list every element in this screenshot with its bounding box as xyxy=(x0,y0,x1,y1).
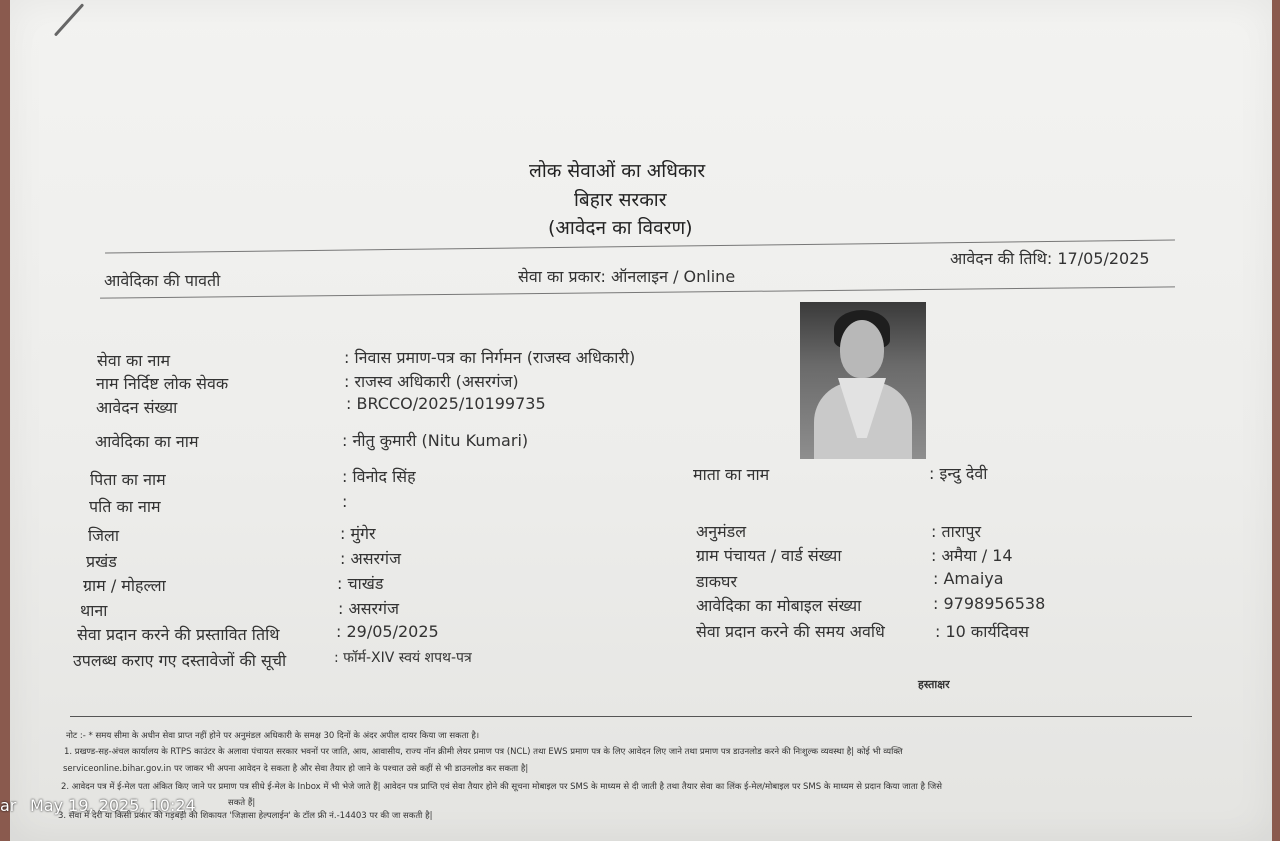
header-government: बिहार सरकार xyxy=(574,189,667,211)
service-type: सेवा का प्रकार: ऑनलाइन / Online xyxy=(518,267,736,286)
value-documents: : फॉर्म-XIV स्वयं शपथ-पत्र xyxy=(334,650,472,666)
value-service-period: : 10 कार्यदिवस xyxy=(935,622,1029,641)
notes-divider xyxy=(70,716,1192,717)
value-block: : असरगंज xyxy=(340,549,401,568)
label-village: ग्राम / मोहल्ला xyxy=(83,576,166,595)
value-mobile: : 9798956538 xyxy=(933,594,1046,613)
application-date: आवेदन की तिथि: 17/05/2025 xyxy=(950,249,1150,268)
note-2-cont: सकते हैं| xyxy=(228,798,256,808)
label-service-period: सेवा प्रदान करने की समय अवधि xyxy=(696,622,885,641)
value-applicant-name: : नीतु कुमारी (Nitu Kumari) xyxy=(342,431,529,450)
label-mother-name: माता का नाम xyxy=(693,465,770,484)
value-father-name: : विनोद सिंह xyxy=(342,467,416,486)
header-rights-title: लोक सेवाओं का अधिकार xyxy=(529,160,706,182)
note-1-cont: serviceonline.bihar.gov.in पर जाकर भी अपना आवेदन दे सकता है और सेवा तैयार हो जाने के पश्चात उसे कहीं से भी डाउनलोड कर सकता है| xyxy=(63,764,529,774)
label-applicant-name: आवेदिका का नाम xyxy=(95,432,199,451)
label-panchayat-ward: ग्राम पंचायत / वार्ड संख्या xyxy=(696,546,842,565)
label-father-name: पिता का नाम xyxy=(90,470,166,489)
value-village: : चाखंड xyxy=(337,574,384,593)
value-application-number: : BRCCO/2025/10199735 xyxy=(346,394,546,413)
note-2: 2. आवेदन पत्र में ई-मेल पता अंकित किए जाने पर प्रमाण पत्र सीधे ई-मेल के Inbox में भी भेजे जाते हैं| आवेदन पत्र प्राप्ति एवं सेवा तैयार होने की सूचना मोबाइल पर SMS के माध्यम से दी जाती है तथा तैयार सेवा का लिंक ई-मेल/मोबाइल पर SMS के माध्यम से प्रदान किया जाता है जिसे xyxy=(61,782,942,792)
timestamp-prefix: ar xyxy=(0,796,17,815)
note-1: 1. प्रखण्ड-सह-अंचल कार्यालय के RTPS काउंटर के अलावा पंचायत सरकार भवनों पर जाति, आय, आवासीय, राज्य नॉन क्रीमी लेयर प्रमाण पत्र (NCL) तथा EWS प्रमाण पत्र के लिए आवेदन लिए जाने तथा प्रमाण पत्र डाउनलोड करने की निःशुल्क व्यवस्था है| कोई भी व्यक्ति xyxy=(64,747,903,757)
label-subdivision: अनुमंडल xyxy=(696,522,747,541)
value-husband-name: : xyxy=(342,492,348,511)
value-proposed-date: : 29/05/2025 xyxy=(336,622,439,641)
label-husband-name: पति का नाम xyxy=(89,497,161,516)
label-block: प्रखंड xyxy=(86,552,117,571)
applicant-photo xyxy=(800,302,926,459)
note-appeal: नोट :- * समय सीमा के अधीन सेवा प्राप्त नहीं होने पर अनुमंडल अधिकारी के समक्ष 30 दिनों के अंदर अपील दायर किया जा सकता है। xyxy=(66,731,480,741)
value-district: : मुंगेर xyxy=(340,524,376,543)
value-mother-name: : इन्दु देवी xyxy=(929,464,988,483)
label-district: जिला xyxy=(88,526,120,545)
signature-label: हस्ताक्षर xyxy=(918,678,950,691)
label-service-name: सेवा का नाम xyxy=(97,351,171,370)
timestamp: May 19, 2025, 10:24 xyxy=(30,796,196,815)
label-documents: उपलब्ध कराए गए दस्तावेजों की सूची xyxy=(73,651,287,670)
value-public-servant: : राजस्व अधिकारी (असरगंज) xyxy=(344,372,519,391)
label-police-station: थाना xyxy=(80,601,108,620)
label-mobile: आवेदिका का मोबाइल संख्या xyxy=(696,596,862,615)
value-service-name: : निवास प्रमाण-पत्र का निर्गमन (राजस्व अधिकारी) xyxy=(344,348,636,367)
label-public-servant: नाम निर्दिष्ट लोक सेवक xyxy=(96,374,229,393)
label-post-office: डाकघर xyxy=(696,572,737,591)
receipt-label: आवेदिका की पावती xyxy=(104,271,221,290)
value-subdivision: : तारापुर xyxy=(931,522,982,541)
document-paper xyxy=(10,0,1272,841)
value-post-office: : Amaiya xyxy=(933,569,1004,588)
value-police-station: : असरगंज xyxy=(338,599,399,618)
label-proposed-date: सेवा प्रदान करने की प्रस्तावित तिथि xyxy=(77,625,280,644)
value-panchayat-ward: : अमैया / 14 xyxy=(931,546,1013,565)
note-3: 3. सेवा में देरी या किसी प्रकार की गड़बड़ी की शिकायत 'जिज्ञासा हेल्पलाईन' के टॉल फ्री नं.-14403 पर की जा सकती है| xyxy=(58,811,433,821)
label-application-number: आवेदन संख्या xyxy=(96,398,178,417)
header-details: (आवेदन का विवरण) xyxy=(548,217,693,239)
